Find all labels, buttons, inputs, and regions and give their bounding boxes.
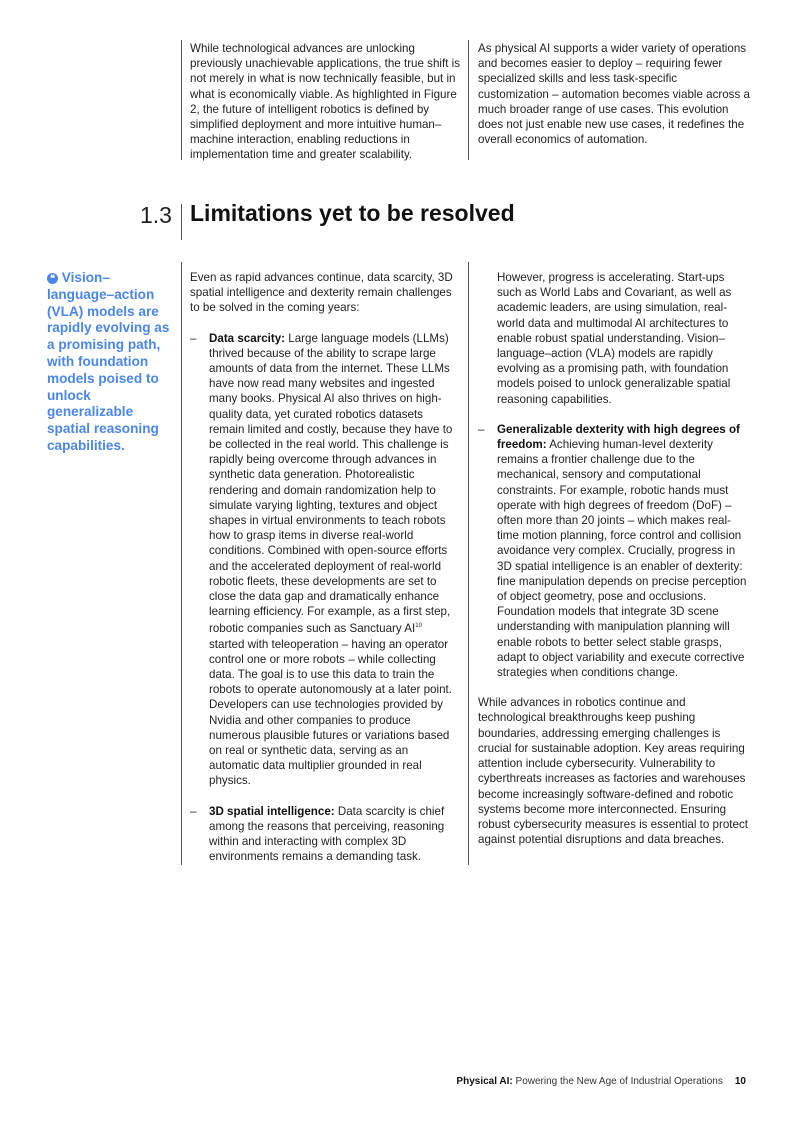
pull-quote-text: Vision–language–action (VLA) models are rapidly evolving as a promising path, with foundation models poised to unlock generalizable spatial reasoning capabilities. [47,270,170,453]
footer [456,1076,746,1087]
quote-icon: ❝ [47,273,58,284]
dash: – [478,422,485,436]
paragraph: As physical AI supports a wider variety of operations and becomes easier to deploy – requiring fewer specialized skills and less task-specific customization – automation becomes viable across a much broader range of use cases. This evolution does not just enable new use cases, it redefines the overall economics of automation. [478,42,750,147]
bullet-text: Achieving human-level dexterity remains a frontier challenge due to the mechanical, sensory and computational constraints. For example, robotic hands must operate with high degrees of freedom (DoF) – often more than 20 joints – which makes real-time motion planning, force control and collision avoidance very complex. Crucially, progress in 3D spatial intelligence is an enabler of dexterity: fine manipulation depends on precise perception of object geometry, pose and occlusions. Foundation models that integrate 3D scene understanding with manipulation planning will enable robots to better select stable grasps, adapt to object variability and execute corrective strategies when conditions change. [497,438,747,680]
section-title: Limitations yet to be resolved [190,200,515,226]
pull-quote [47,270,177,455]
heading-divider [181,204,182,240]
bullet-title: Generalizable dexterity with high degrees of freedom: [497,422,740,452]
intro-right [478,41,750,162]
bullet-text: Data scarcity is chief among the reasons that perceiving, reasoning within and interacting with complex 3D environments remains a demanding task. [209,804,445,864]
paragraph: Even as rapid advances continue, data scarcity, 3D spatial intelligence and dexterity remain challenges to be solved in the coming years: [190,271,453,315]
dash: – [190,804,197,818]
paragraph: However, progress is accelerating. Start-ups such as World Labs and Covariant, as well as academic leaders, are using simulation, real-world data and multimodal AI architectures to enable robust spatial understanding. Vision–language–action (VLA) models are rapidly evolving as a promising path, with foundation models poised to unlock generalizable spatial reasoning capabilities. [497,271,732,406]
bullet-title: 3D spatial intelligence: [209,804,335,818]
left-column [190,270,460,879]
bullet-item [190,804,460,865]
column-divider [181,40,182,160]
page-number: 10 [734,1076,746,1087]
footer-report-name: Physical AI: [456,1076,513,1087]
paragraph: While advances in robotics continue and technological breakthroughs keep pushing boundaries, addressing emerging challenges is crucial for sustainable adoption. Key areas requiring attention include cybersecurity. Vulnerability to cyberthreats increases as factories and warehouses become increasingly software-defined and robotic systems become more interconnected. Ensuring robust cybersecurity measures is essential to protect against potential disruptions and data breaches. [478,696,748,847]
bullet-title: Data scarcity: [209,331,286,345]
intro-left [190,41,462,178]
right-column [478,270,752,862]
bullet-item [478,422,752,680]
dash: – [190,331,197,345]
section-number: 1.3 [140,202,172,228]
footer-title: Powering the New Age of Industrial Operations [512,1076,723,1087]
paragraph: While technological advances are unlocking previously unachievable applications, the true shift is not merely in what is now technically feasible, but in what is economically viable. As highlighted in Figure 2, the future of intelligent robotics is defined by simplified deployment and more intuitive human–machine interaction, enabling reductions in implementation time and greater scalability. [190,42,461,162]
column-divider [181,262,182,865]
bullet-item [190,331,460,789]
column-divider [468,262,469,865]
footnote-ref[interactable]: 10 [415,623,422,630]
bullet-text: Large language models (LLMs) thrived because of the ability to scrape large amounts of data from the internet. These LLMs have now read many websites and ingested many books. Physical AI also thrives on high-quality data, yet curated robotics datasets remain limited and costly, because they have to be collected in the real world. This challenge is rapidly being overcome through advances in synthetic data generation. Photorealistic rendering and domain randomization help to simulate varying lighting, textures and object shapes in virtual environments to teach robots how to grasp items in diverse real-world conditions. Combined with open-source efforts and the accelerated deployment of real-world robotic fleets, these developments are set to close the data gap and dramatically enhance learning efficiency. For example, as a first step, robotic companies such as Sanctuary AI [209,331,453,636]
column-divider [468,40,469,160]
bullet-text: started with teleoperation – having an operator control one or more robots – while collecting data. The goal is to use this data to train the robots to operate autonomously at a later point. Developers can use technologies provided by Nvidia and other companies to produce numerous plausible futures or variations based on real or synthetic data, serving as an automatic data multiplier grounded in real physics. [209,637,452,788]
